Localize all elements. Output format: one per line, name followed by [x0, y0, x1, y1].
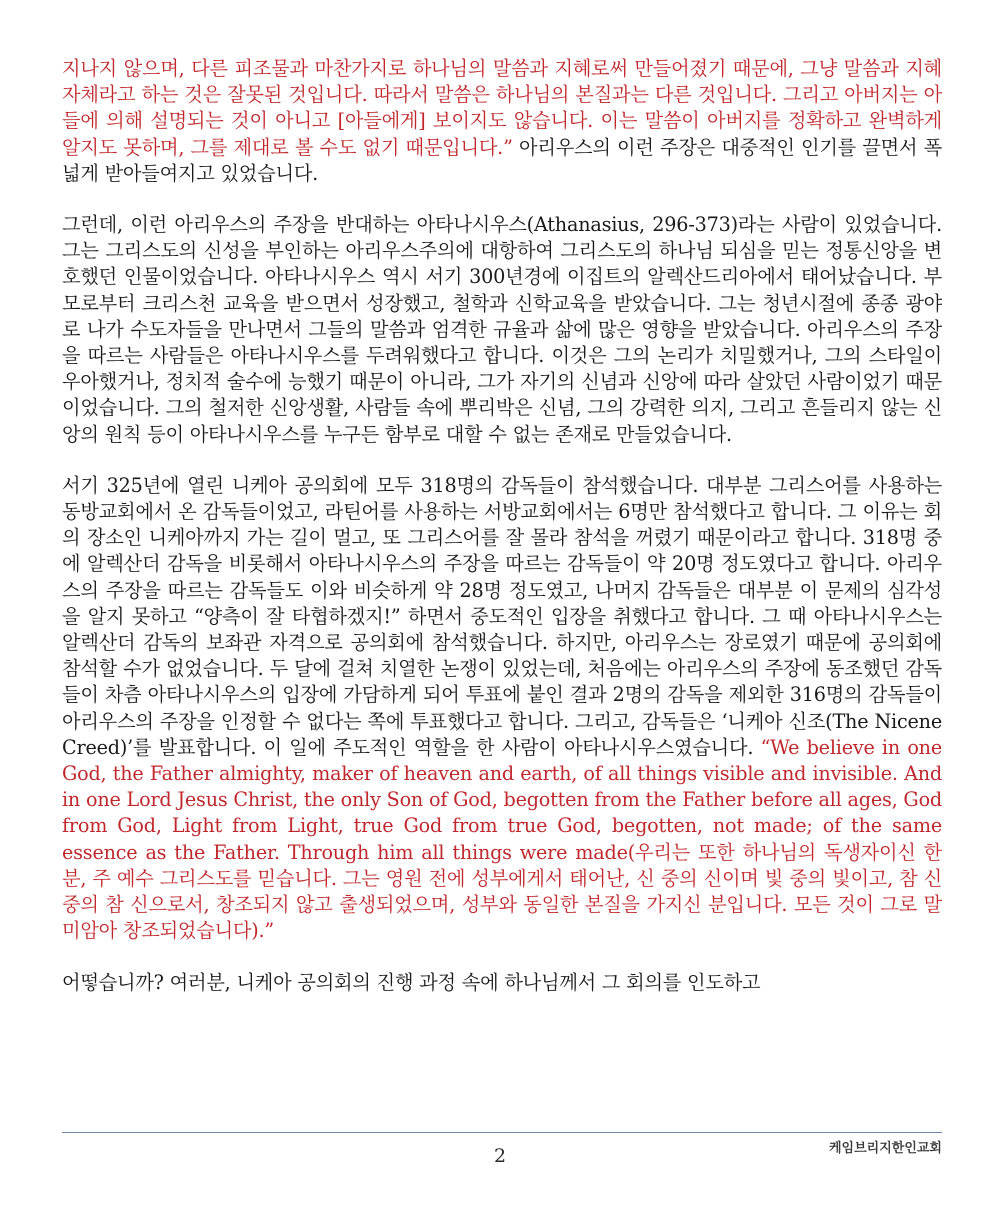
paragraph-4	[62, 970, 942, 996]
paragraph-3	[62, 473, 942, 945]
paragraph-text: 서기 325년에 열린 니케아 공의회에 모두 318명의 감독들이 참석했습니다. 대부분 그리스어를 사용하는 동방교회에서 온 감독들이었고, 라틴어를 사용하는 서방교회에서는 6명만 참석했다고 합니다. 그 이유는 회의 장소인 니케아까지 가는 길이 멀고, 또 그리스어를 잘 몰라 참석을 꺼렸기 때문이라고 합니다. 318명 중에 알렉산더 감독을 비롯해서 아타나시우스의 주장을 따르는 감독들이 약 20명 정도였다고 합니다. 아리우스의 주장을 따르는 감독들도 이와 비슷하게 약 28명 정도였고, 나머지 감독들은 대부분 이 문제의 심각성을 알지 못하고 “양측이 잘 타협하겠지!” 하면서 중도적인 입장을 취했다고 합니다. 그 때 아타나시우스는 알렉산더 감독의 보좌관 자격으로 공의회에 참석했습니다. 하지만, 아리우스는 장로였기 때문에 공의회에 참석할 수가 없었습니다. 두 달에 걸쳐 치열한 논쟁이 있었는데, 처음에는 아리우스의 주장에 동조했던 감독들이 차츰 아타나시우스의 입장에 가담하게 되어 투표에 붙인 결과 2명의 감독을 제외한 316명의 감독들이 아리우스의 주장을 인정할 수 없다는 쪽에 투표했다고 합니다. 그리고, 감독들은 ‘니케아 신조(The Nicene Creed)’를 발표합니다. 이 일에 주도적인 역할을 한 사람이 아타나시우스였습니다.	[62, 473, 942, 759]
paragraph-1	[62, 56, 942, 187]
paragraph-text: 아리우스의 이런 주장은 대중적인 인기를 끌면서 폭넓게 받아들여지고 있었습니다.	[62, 135, 942, 185]
footer-divider	[62, 1132, 942, 1133]
nicene-creed-quote: “We believe in one God, the Father almighty, maker of heaven and earth, of all things visible and invisible. And in one Lord Jesus Christ, the only Son of God, begotten from the Father before all ages, God from God, Light from Light, true God from true God, begotten, not made; of the same essence as the Father. Through him all things were made(우리는 또한 하나님의 독생자이신 한 분, 주 예수 그리스도를 믿습니다. 그는 영원 전에 성부에게서 태어난, 신 중의 신이며 빛 중의 빛이고, 참 신 중의 참 신으로서, 창조되지 않고 출생되었으며, 성부와 동일한 본질을 가지신 분입니다. 모든 것이 그로 말미암아 창조되었습니다).”	[62, 735, 942, 943]
footer-church-name: 케임브리지한인교회	[828, 1141, 942, 1156]
page-number: 2	[493, 1145, 507, 1167]
paragraph-text: 그런데, 이런 아리우스의 주장을 반대하는 아타나시우스(Athanasius, 296-373)라는 사람이 있었습니다. 그는 그리스도의 신성을 부인하는 아리우스주의에 대항하여 그리스도의 하나님 되심을 믿는 정통신앙을 변호했던 인물이었습니다. 아타나시우스 역시 서기 300년경에 이집트의 알렉산드리아에서 태어났습니다. 부모로부터 크리스천 교육을 받으면서 성장했고, 철학과 신학교육을 받았습니다. 그는 청년시절에 종종 광야로 나가 수도자들을 만나면서 그들의 말씀과 엄격한 규율과 삶에 많은 영향을 받았습니다. 아리우스의 주장을 따르는 사람들은 아타나시우스를 두려워했다고 합니다. 이것은 그의 논리가 치밀했거나, 그의 스타일이 우아했거나, 정치적 술수에 능했기 때문이 아니라, 그가 자기의 신념과 신앙에 따라 살았던 사람이었기 때문이었습니다. 그의 철저한 신앙생활, 사람들 속에 뿌리박은 신념, 그의 강력한 의지, 그리고 흔들리지 않는 신앙의 원칙 등이 아타나시우스를 누구든 함부로 대할 수 없는 존재로 만들었습니다.	[62, 213, 942, 446]
quote-text: 지나지 않으며, 다른 피조물과 마찬가지로 하나님의 말씀과 지혜로써 만들어졌기 때문에, 그냥 말씀과 지혜 자체라고 하는 것은 잘못된 것입니다. 따라서 말씀은 하나님의 본질과는 다른 것입니다. 그리고 아버지는 아들에 의해 설명되는 것이 아니고 [아들에게] 보이지도 않습니다. 이는 말씀이 아버지를 정확하고 완벽하게 알지도 못하며, 그를 제대로 볼 수도 없기 때문입니다.”	[62, 57, 942, 159]
paragraph-text: 어떻습니까? 여러분, 니케아 공의회의 진행 과정 속에 하나님께서 그 회의를 인도하고	[62, 970, 761, 994]
body-text	[62, 56, 942, 1021]
paragraph-2	[62, 212, 942, 448]
